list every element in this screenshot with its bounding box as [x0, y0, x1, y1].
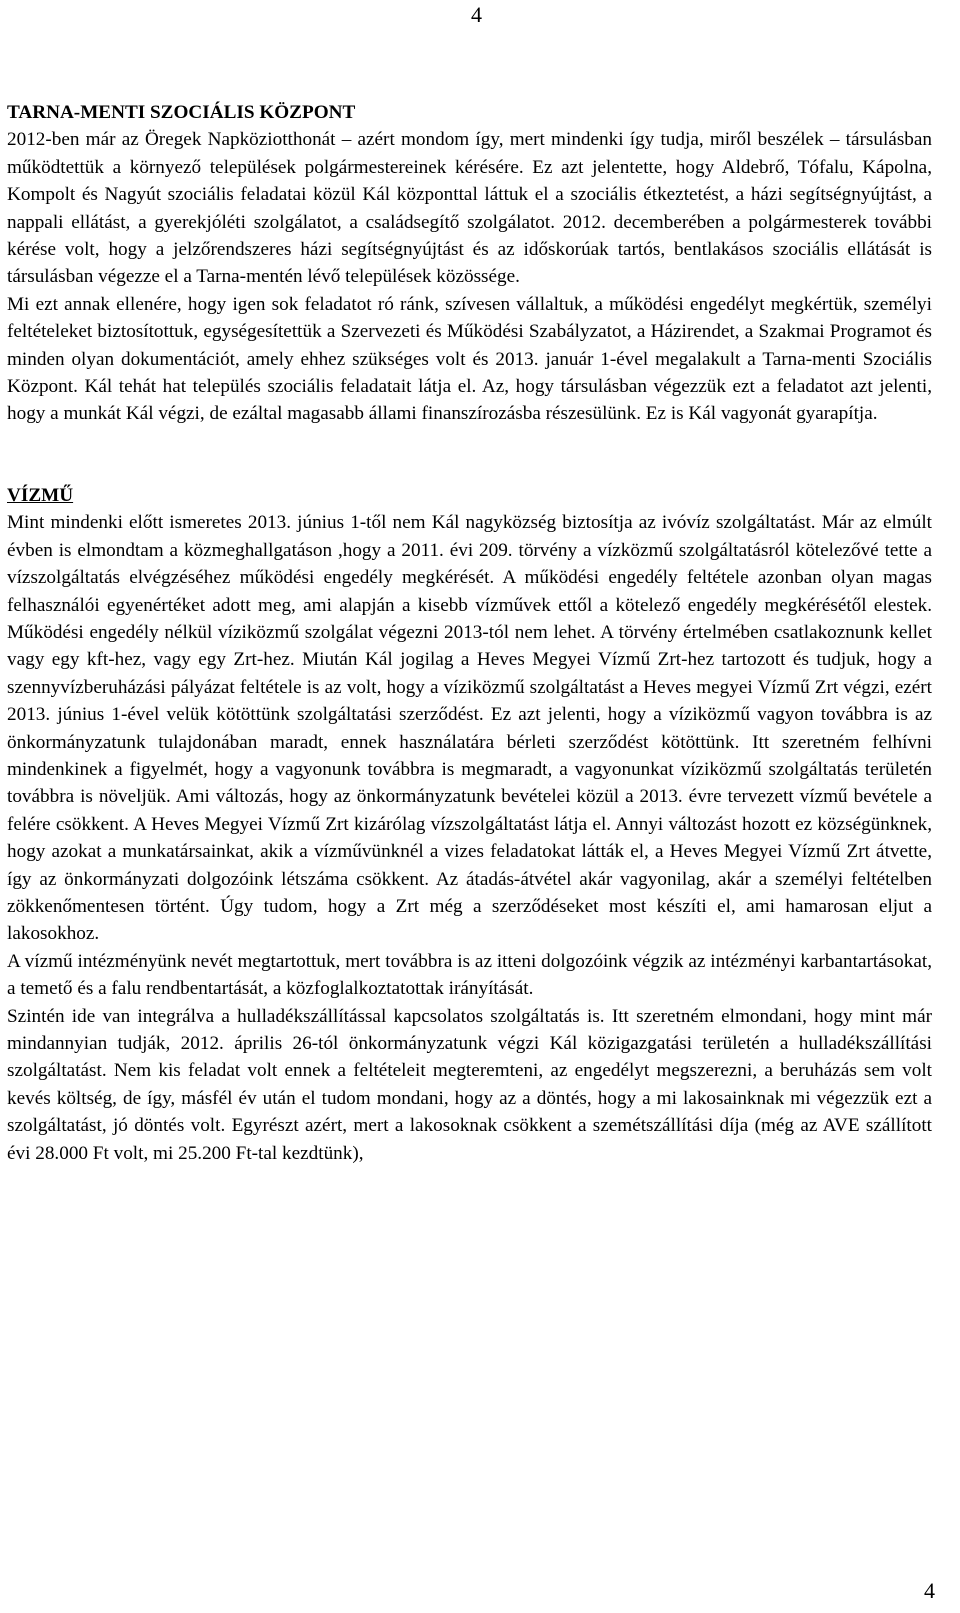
document-body	[7, 99, 932, 1167]
page-number-top: 4	[471, 2, 482, 27]
section-spacer	[7, 428, 932, 482]
paragraph: 2012-ben már az Öregek Napköziotthonát – azért mondom így, mert mindenki így tudja, miről beszélek – társulásban működtettük a környező települések polgármestereinek kérésére. Ez azt jelentette, hogy Aldebrő, Tófalu, Kápolna, Kompolt és Nagyút szociális feladatai közül Kál központtal láttuk el a szociális étkeztetést, a házi segítségnyújtást, a nappali ellátást, a gyerekjóléti szolgálatot, a családsegítő szolgálatot. 2012. decemberében a polgármesterek további kérése volt, hogy a jelzőrendszeres házi segítségnyújtást és az időskorúak tartós, bentlakásos szociális ellátását is társulásban végezze el a Tarna-mentén lévő települések közössége.	[7, 129, 932, 288]
paragraph: Mi ezt annak ellenére, hogy igen sok feladatot ró ránk, szívesen vállaltuk, a működési engedélyt megkértük, személyi feltételeket biztosítottuk, egységesítettük a Szervezeti és Működési Szabályzatot, a Házirendet, a Szakmai Programot és minden olyan dokumentációt, amely ehhez szükséges volt és 2013. január 1-ével megalakult a Tarna-menti Szociális Központ. Kál tehát hat település szociális feladatait látja el. Az, hogy társulásban végezzük ezt a feladatot azt jelenti, hogy a munkát Kál végzi, de ezáltal magasabb állami finanszírozásba részesülünk. Ez is Kál vagyonát gyarapítja.	[7, 293, 932, 425]
section-title-waterworks: VÍZMŰ	[7, 484, 74, 506]
page-number-bottom: 4	[924, 1578, 935, 1603]
section-title-social-center: TARNA-MENTI SZOCIÁLIS KÖZPONT	[7, 102, 356, 123]
paragraph: Szintén ide van integrálva a hulladékszállítással kapcsolatos szolgáltatás is. Itt szeretném elmondani, hogy mint már mindannyian tudják, 2012. április 26-tól önkormányzatunk végzi Kál közigazgatási területén a hulladékszállítási szolgáltatást. Nem kis feladat volt ennek a feltételeit megteremteni, az engedélyt megszerezni, a beruházás sem volt kevés költség, de így, másfél év után el tudom mondani, hogy az a döntés, hogy a mi lakosainknak mi végezzük ezt a szolgáltatást, jó döntés volt. Egyrészt azért, mert a lakosoknak csökkent a szemétszállítási díja (még az AVE szállított évi 28.000 Ft volt, mi 25.200 Ft-tal kezdtünk),	[7, 1005, 932, 1164]
paragraph: Mint mindenki előtt ismeretes 2013. június 1-től nem Kál nagyközség biztosítja az ivóvíz szolgáltatást. Már az elmúlt évben is elmondtam a közmeghallgatáson ,hogy a 2011. évi 209. törvény a vízközmű szolgáltatásról kötelezővé tette a vízszolgáltatás elvégzéséhez működési engedély megkérését. A működési engedély feltétele azonban olyan magas felhasználói egyenértéket adott meg, ami alapján a kisebb vízművek ettől a kötelező engedély megkérésétől elestek. Működési engedély nélkül víziközmű szolgálat végezni 2013-tól nem lehet. A törvény értelmében csatlakoznunk kellet vagy egy kft-hez, vagy egy Zrt-hez. Miután Kál jogilag a Heves Megyei Vízmű Zrt-hez tartozott és tudjuk, hogy a szennyvízberuházási pályázat feltétele is az volt, hogy a víziközmű szolgáltatást a Heves megyei Vízmű Zrt végzi, ezért 2013. június 1-ével velük kötöttünk szolgáltatási szerződést. Ez azt jelenti, hogy a víziközmű vagyon továbbra is az önkormányzatunk tulajdonában maradt, ennek használatára bérleti szerződést kötöttünk. Itt szeretném felhívni mindenkinek a figyelmét, hogy a vagyonunk továbbra is megmaradt, a vagyonunkat víziközmű szolgáltatás területén továbbra is növeljük. Ami változás, hogy az önkormányzatunk bevételei közül a 2013. évre tervezett vízmű bevétele a felére csökkent. A Heves Megyei Vízmű Zrt kizárólag vízszolgáltatást látja el. Annyi változást hozott ez községünknek, hogy azokat a munkatársainkat, akik a vízművünknél a vizes feladatokat látták el, a Heves Megyei Vízmű Zrt átvette, így az önkormányzati dolgozóink létszáma csökkent. Az átadás-átvétel akár vagyonilag, akár a személyi feltételben zökkenőmentesen történt. Úgy tudom, hogy a Zrt még a szerződéseket most készíti el, ami hamarosan eljut a lakosokhoz.	[7, 512, 932, 945]
paragraph: A vízmű intézményünk nevét megtartottuk, mert továbbra is az itteni dolgozóink végzik az intézményi karbantartásokat, a temető és a falu rendbentartását, a közfoglalkoztatottak irányítását.	[7, 950, 932, 1000]
